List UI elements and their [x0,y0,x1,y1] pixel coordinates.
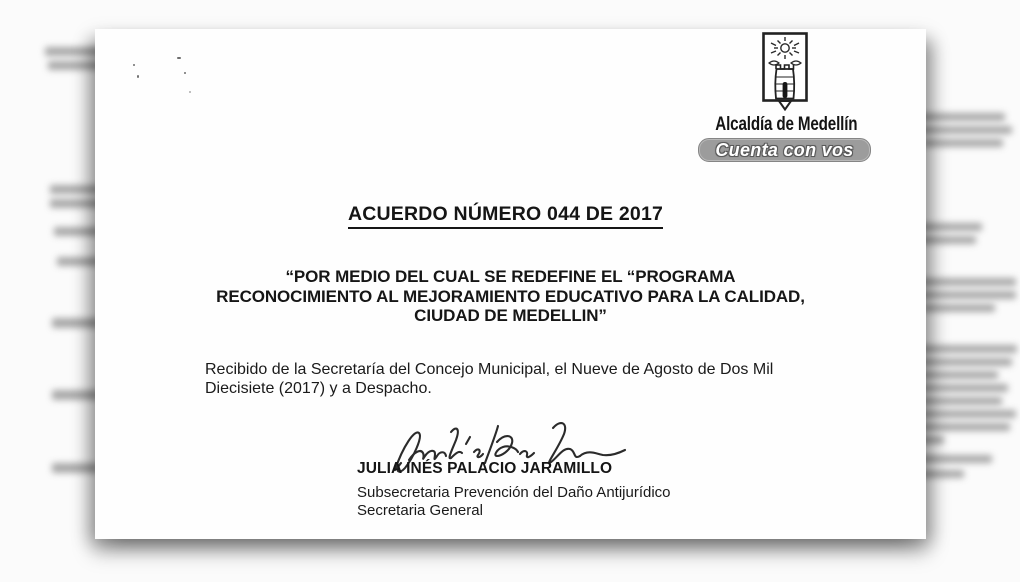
blurred-text-fragment [920,236,976,244]
blurred-text-fragment [57,257,100,266]
blurred-text-fragment [920,470,964,478]
slogan-text: Cuenta con vos [715,139,854,160]
blurred-text-fragment [920,397,1002,405]
signer-role: Subsecretaria Prevención del Daño Antijurídico [357,484,671,501]
medellin-coat-of-arms-icon [761,31,809,111]
blurred-text-fragment [920,455,992,463]
document-subtitle [95,267,926,326]
subtitle-line: RECONOCIMIENTO AL MEJORAMIENTO EDUCATIVO PARA LA CALIDAD, [216,286,805,306]
subtitle-line: “POR MEDIO DEL CUAL SE REDEFINE EL “PROGRAMA [285,267,736,286]
subtitle-line: CIUDAD DE MEDELLIN” [414,306,607,325]
body-line: Recibido de la Secretaría del Concejo Municipal, el Nueve de Agosto de Dos Mil [205,361,774,378]
blurred-text-fragment [48,61,102,70]
blurred-text-fragment [920,345,1017,353]
blurred-text-fragment [920,384,1008,392]
document-body [205,361,845,398]
scan-speck [177,57,181,59]
blurred-text-fragment [920,358,1012,366]
document-title: ACUERDO NÚMERO 044 DE 2017 [95,203,916,229]
blurred-text-fragment [920,223,982,231]
blurred-text-fragment [920,278,1016,286]
slogan-banner [698,138,871,162]
blurred-text-fragment [920,371,998,379]
signer-role: Secretaria General [357,502,483,519]
blurred-text-fragment [920,410,1016,418]
blurred-text-fragment [50,185,100,194]
blurred-text-fragment [920,113,1005,121]
alcaldia-medellin-logo [698,31,871,162]
blurred-text-fragment [52,463,99,473]
scan-speck [137,75,139,78]
blurred-text-fragment [923,304,995,312]
blurred-text-fragment [920,126,1012,134]
body-line: Diecisiete (2017) y a Despacho. [205,379,432,397]
scan-speck [184,72,186,74]
signer-name: JULIA INÉS PALACIO JARAMILLO [357,460,613,477]
blurred-text-fragment [920,291,1016,299]
blurred-text-fragment [52,390,100,400]
scanned-document-page [95,29,926,539]
signature-block [357,460,671,520]
logo-org-name: Alcaldía de Medellín [715,114,858,135]
blurred-text-fragment [54,227,100,236]
blurred-text-fragment [920,423,1010,431]
scan-speck [189,91,191,93]
blurred-text-fragment [923,139,1003,147]
blurred-text-fragment [52,318,100,328]
scan-speck [133,64,135,66]
